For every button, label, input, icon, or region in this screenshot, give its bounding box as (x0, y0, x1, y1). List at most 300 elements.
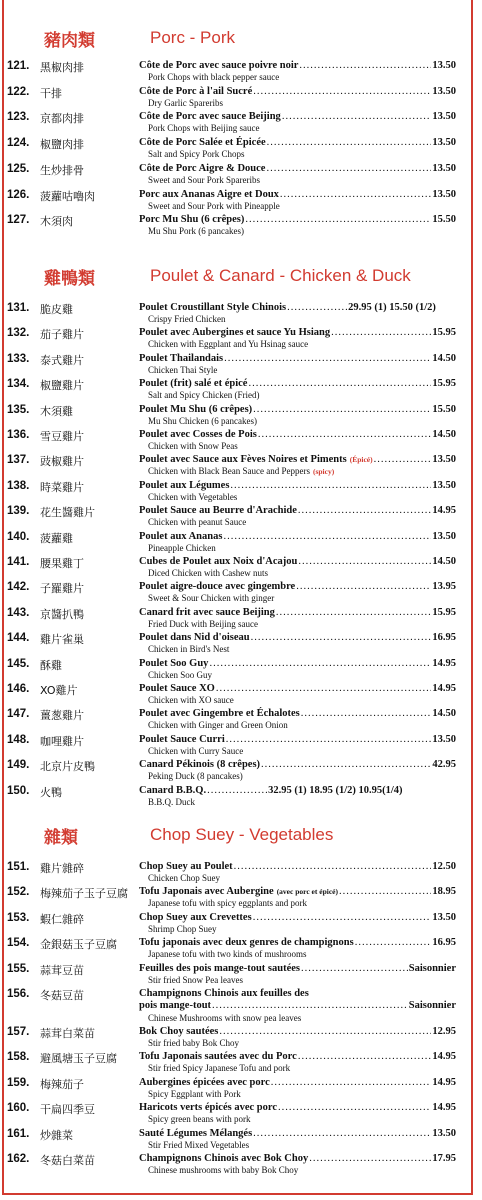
item-line (139, 759, 456, 770)
item-line (139, 556, 456, 567)
leader-dots (234, 861, 432, 872)
item-line (139, 404, 456, 415)
item-description-text: Chicken with Eggplant and Yu Hsinag sauce (148, 339, 309, 350)
item-description (148, 1089, 241, 1099)
leader-dots (298, 556, 431, 567)
item-price: 15.50 (432, 403, 456, 415)
item-price: 13.50 (432, 530, 456, 542)
item-description-text: Dry Garlic Spareribs (148, 97, 223, 108)
leader-dots (258, 429, 432, 440)
item-name: Poulet avec Sauce aux Fèves Noires et Piments (139, 454, 347, 466)
item-name: Canard frit avec sauce Beijing (139, 606, 275, 618)
item-number: 133. (7, 352, 30, 365)
item-name: Canard B.B.Q. (139, 784, 207, 796)
item-line (139, 60, 456, 71)
item-description-text: Mu Shu Chicken (6 pancakes) (148, 415, 257, 426)
leader-dots (301, 708, 432, 719)
item-description (148, 72, 279, 82)
item-name-chinese: 子羅雞片 (40, 582, 84, 596)
item-description-text: Chicken with Curry Sauce (148, 745, 244, 756)
item-price: 15.50 (432, 214, 456, 226)
item-price: 13.50 (432, 911, 456, 923)
item-number: 153. (7, 911, 30, 924)
section-title-chinese: 雞鴨類 (44, 269, 95, 289)
item-description (148, 339, 308, 349)
item-description-text: Chicken with Vegetables (148, 491, 238, 502)
item-line (139, 1051, 456, 1062)
item-description-text: Sweet and Sour Pork Spareribs (148, 174, 260, 185)
item-line (139, 302, 456, 313)
item-line (139, 607, 456, 618)
item-description (148, 1165, 298, 1175)
item-price: 29.95 (1) 15.50 (1/2) (348, 302, 436, 313)
item-price: 13.50 (432, 188, 456, 200)
item-name: Poulet (frit) salé et épicé (139, 378, 248, 390)
item-name-chinese: 咖哩雞片 (40, 734, 84, 748)
item-line (139, 963, 456, 974)
item-description (148, 670, 212, 680)
item-line (139, 137, 456, 148)
item-description-text: Chicken Soo Guy (148, 669, 212, 680)
leader-dots (216, 683, 432, 694)
item-description-text: Sweet and Sour Pork with Pineapple (148, 200, 280, 211)
item-name-continued: pois mange-tout (139, 1000, 212, 1011)
leader-dots (226, 734, 432, 745)
item-name: Bok Choy sautées (139, 1026, 219, 1037)
item-description-text: Salt and Spicy Chicken (Fried) (148, 390, 260, 401)
item-description (148, 492, 237, 502)
item-line-2 (139, 1000, 456, 1011)
item-name-chinese: 雞片雜碎 (40, 862, 84, 875)
item-price: 18.95 (432, 886, 456, 898)
item-name-chinese: 豉椒雞片 (40, 455, 84, 469)
section-title: Chop Suey - Vegetables (150, 825, 334, 844)
item-description-text: Chicken with XO sauce (148, 695, 234, 705)
item-price: 13.50 (432, 162, 456, 174)
item-price: 14.95 (432, 1051, 456, 1063)
item-description-text: Spicy green beans with pork (148, 1114, 251, 1125)
item-description-text: Peking Duck (8 pancakes) (148, 771, 243, 782)
item-description-text: Chicken Thai Style (148, 364, 218, 375)
item-number: 140. (7, 530, 30, 543)
item-number: 142. (7, 581, 30, 594)
item-number: 139. (7, 505, 30, 518)
item-price: Saisonnier (408, 962, 456, 974)
leader-dots (296, 581, 431, 592)
section-header (0, 26, 482, 54)
item-price: 16.95 (432, 937, 456, 949)
item-description (148, 1114, 250, 1124)
item-price: 16.95 (432, 632, 456, 644)
item-name: Poulet avec Aubergines et sauce Yu Hsiang (139, 327, 331, 339)
item-price: 15.95 (432, 606, 456, 618)
leader-dots (266, 163, 431, 174)
item-name: Côte de Porc à l'ail Sucré (139, 85, 253, 97)
item-line (139, 708, 456, 719)
item-number: 143. (7, 606, 30, 619)
item-number: 157. (7, 1026, 30, 1038)
item-name: Poulet aux Légumes (139, 479, 230, 491)
item-description-text: Chicken with peanut Sauce (148, 517, 247, 528)
item-description (148, 771, 243, 781)
item-line (139, 988, 456, 999)
item-number: 131. (7, 302, 30, 314)
leader-dots (287, 302, 347, 313)
item-name-chinese: 雪豆雞片 (40, 430, 84, 443)
item-name: Tofu Japonais avec Aubergine (139, 886, 274, 898)
item-description-text: Spicy Eggplant with Pork (148, 1088, 241, 1099)
item-description (148, 517, 246, 527)
leader-dots (301, 963, 408, 974)
item-number: 152. (7, 886, 30, 899)
item-name-chinese: 生炒排骨 (40, 163, 84, 177)
item-name: Poulet avec Cosses de Pois (139, 429, 257, 440)
item-number: 126. (7, 188, 30, 201)
leader-dots (309, 1153, 431, 1164)
item-number: 151. (7, 861, 30, 873)
item-description (148, 226, 244, 236)
item-line (139, 937, 456, 948)
leader-dots (224, 353, 431, 364)
item-name: Poulet Sauce Curri (139, 733, 225, 745)
item-description-text: Mu Shu Pork (6 pancakes) (148, 226, 244, 237)
item-description (148, 543, 216, 553)
item-name-chinese: 雞片雀巢 (40, 633, 84, 647)
item-line (139, 632, 456, 643)
item-description (148, 924, 217, 934)
item-description (148, 441, 238, 451)
item-description (148, 797, 195, 807)
item-description (148, 201, 280, 211)
leader-dots (219, 1026, 431, 1037)
leader-dots (253, 86, 431, 97)
item-description (148, 1038, 239, 1048)
leader-dots (280, 189, 431, 200)
item-name: Poulet aigre-douce avec gingembre (139, 581, 296, 593)
leader-dots (253, 1128, 431, 1139)
item-price: 13.50 (432, 60, 456, 71)
leader-dots (223, 531, 431, 542)
item-line (139, 429, 456, 440)
item-name: Champignons Chinois avec Bok Choy (139, 1153, 309, 1164)
item-number: 159. (7, 1076, 30, 1089)
item-number: 121. (7, 60, 30, 72)
item-price: 14.95 (432, 657, 456, 669)
item-price: 13.50 (432, 454, 456, 466)
item-name-chinese: 蒜茸豆苗 (40, 963, 84, 977)
section-header (0, 264, 482, 292)
item-number: 138. (7, 479, 30, 492)
item-price: 14.95 (432, 683, 456, 694)
item-number: 124. (7, 137, 30, 150)
leader-dots (245, 214, 431, 225)
item-name-chinese: 避風塘玉子豆腐 (40, 1052, 117, 1066)
item-name: Porc aux Ananas Aigre et Doux (139, 188, 279, 200)
item-description-text: Pineapple Chicken (148, 542, 216, 553)
item-name: Porc Mu Shu (6 crêpes) (139, 214, 245, 226)
item-description (148, 1013, 301, 1023)
item-line (139, 505, 456, 516)
item-name-chinese: 京都肉排 (40, 112, 84, 126)
spicy-tag: (spicy) (312, 467, 335, 477)
item-number: 134. (7, 378, 30, 391)
item-description (148, 949, 306, 959)
item-number: 144. (7, 632, 30, 645)
item-description-text: Stir fried baby Bok Choy (148, 1038, 239, 1048)
section-header (0, 823, 482, 851)
item-name: Poulet Sauce au Beurre d'Arachide (139, 505, 297, 517)
item-name-chinese: 北京片皮鴨 (40, 760, 95, 774)
item-description-text: Chicken in Bird's Nest (148, 644, 230, 655)
item-description (148, 593, 274, 603)
item-description (148, 314, 226, 324)
item-description (148, 619, 258, 629)
item-name-chinese: 脆皮雞 (40, 303, 73, 316)
item-line (139, 861, 456, 872)
item-number: 127. (7, 214, 30, 227)
item-line (139, 327, 456, 338)
item-description (148, 1140, 249, 1150)
item-price: 14.95 (432, 1102, 456, 1114)
item-name-chinese: 菠蘿咕嚕肉 (40, 189, 95, 203)
item-description-text: Stir fried Spicy Japanese Tofu and pork (148, 1063, 291, 1074)
item-description (148, 873, 220, 883)
leader-dots (298, 1051, 432, 1062)
item-name: Côte de Porc Aigre & Douce (139, 162, 266, 174)
item-name: Feuilles des pois mange-tout sautées (139, 962, 300, 974)
item-price: 32.95 (1) 18.95 (1/2) 10.95(1/4) (268, 784, 403, 796)
item-description-text: B.B.Q. Duck (148, 796, 195, 807)
item-price: 13.50 (432, 111, 456, 123)
item-price: Saisonnier (408, 1000, 456, 1011)
item-price: 14.50 (432, 708, 456, 720)
item-description-text: Japanese tofu with two kinds of mushrooms (148, 949, 307, 960)
item-description-text: Chicken with Snow Peas (148, 441, 238, 451)
spicy-tag: (Épicé) (349, 455, 373, 465)
leader-dots (230, 480, 431, 491)
item-name: Côte de Porc avec sauce poivre noir (139, 60, 299, 71)
item-description-text: Shrimp Chop Suey (148, 923, 217, 934)
item-name-chinese: 火鴨 (40, 785, 62, 799)
item-number: 145. (7, 657, 30, 670)
item-description (148, 466, 334, 476)
item-number: 141. (7, 556, 30, 568)
item-name: Chop Suey aux Crevettes (139, 911, 252, 923)
leader-dots (339, 886, 431, 897)
item-description-text: Crispy Fried Chicken (148, 314, 226, 324)
item-description-text: Stir fried Snow Pea leaves (148, 974, 243, 985)
item-number: 161. (7, 1127, 30, 1140)
item-description (148, 149, 245, 159)
item-number: 154. (7, 937, 30, 950)
item-name-chinese: 腰果雞丁 (40, 557, 84, 570)
item-name-chinese: XO雞片 (40, 684, 78, 697)
item-name: Poulet avec Gingembre et Échalotes (139, 708, 300, 720)
item-line (139, 1077, 456, 1088)
item-line (139, 658, 456, 669)
item-name-chinese: 梅辣茄子玉子豆腐 (40, 887, 128, 901)
item-number: 148. (7, 733, 30, 746)
item-price: 14.50 (432, 429, 456, 440)
item-name-chinese: 干排 (40, 86, 62, 100)
leader-dots (212, 1000, 408, 1011)
item-description (148, 1063, 290, 1073)
item-price: 42.95 (432, 759, 456, 771)
item-number: 146. (7, 683, 30, 695)
leader-dots (253, 404, 431, 415)
item-description-text: Pork Chops with black pepper sauce (148, 72, 280, 82)
item-name: Haricots verts épicés avec porc (139, 1102, 278, 1114)
item-description (148, 898, 307, 908)
item-description (148, 568, 268, 578)
item-description (148, 644, 229, 654)
item-name: Chop Suey au Poulet (139, 861, 233, 872)
item-name: Poulet Mu Shu (6 crêpes) (139, 403, 253, 415)
item-line (139, 683, 456, 694)
item-line (139, 1026, 456, 1037)
item-price: 13.50 (432, 479, 456, 491)
item-description (148, 720, 288, 730)
leader-dots (355, 937, 432, 948)
item-name-chinese: 時菜雞片 (40, 480, 84, 494)
item-name-chinese: 酥雞 (40, 658, 62, 672)
item-name: Poulet Soo Guy (139, 657, 209, 669)
item-number: 136. (7, 429, 30, 441)
item-name: Côte de Porc avec sauce Beijing (139, 111, 281, 123)
item-name: Sauté Légumes Mélangés (139, 1127, 253, 1139)
item-price: 13.50 (432, 733, 456, 745)
item-line (139, 1153, 456, 1164)
item-name: Côte de Porc Salée et Épicée (139, 137, 266, 149)
item-line (139, 480, 456, 491)
leader-dots (298, 505, 431, 516)
item-number: 162. (7, 1153, 30, 1165)
item-description-text: Chicken Chop Suey (148, 873, 220, 883)
item-name-chinese: 茄子雞片 (40, 328, 84, 342)
item-name: Tofu Japonais sautées avec du Porc (139, 1051, 297, 1063)
item-number: 149. (7, 759, 30, 772)
item-name: Poulet dans Nid d'oiseau (139, 632, 250, 644)
item-description-text: Japanese tofu with spicy eggplants and pork (148, 898, 307, 909)
item-price: 17.95 (432, 1153, 456, 1164)
item-line (139, 1128, 456, 1139)
item-name-chinese: 花生醬雞片 (40, 506, 95, 520)
item-line (139, 163, 456, 174)
leader-dots (282, 111, 432, 122)
item-name: Poulet Sauce XO (139, 683, 215, 694)
item-description (148, 390, 259, 400)
leader-dots (209, 658, 431, 669)
section-title: Poulet & Canard - Chicken & Duck (150, 266, 411, 285)
item-price: 13.50 (432, 137, 456, 149)
section-title-chinese: 豬肉類 (44, 31, 95, 51)
item-price: 15.95 (432, 327, 456, 339)
section-title: Porc - Pork (150, 28, 236, 47)
item-name-chinese: 干扁四季豆 (40, 1103, 95, 1117)
item-number: 160. (7, 1102, 30, 1115)
item-number: 158. (7, 1051, 30, 1064)
item-line (139, 886, 456, 897)
item-description-text: Salt and Spicy Pork Chops (148, 149, 245, 160)
item-number: 137. (7, 454, 30, 467)
leader-dots (278, 1102, 431, 1113)
section-title-chinese: 雜類 (44, 828, 78, 848)
item-price: 14.95 (432, 505, 456, 517)
item-description-text: Chicken with Ginger and Green Onion (148, 720, 288, 731)
item-number: 150. (7, 784, 30, 797)
item-description (148, 175, 260, 185)
item-number: 132. (7, 327, 30, 340)
item-name-chinese: 蒜茸白菜苗 (40, 1027, 95, 1040)
leader-dots (271, 1077, 432, 1088)
item-number: 123. (7, 111, 30, 124)
item-name-chinese: 木須雞 (40, 404, 73, 418)
item-name: Aubergines épicées avec porc (139, 1076, 270, 1088)
item-number: 147. (7, 708, 30, 721)
item-description-text: Sweet & Sour Chicken with ginger (148, 593, 275, 604)
item-name-chinese: 炒雜菜 (40, 1128, 73, 1142)
item-name: Poulet Croustillant Style Chinois (139, 302, 287, 313)
item-note: (avec porc et épicé) (276, 887, 338, 897)
item-line (139, 1102, 456, 1113)
item-name-chinese: 薑葱雞片 (40, 709, 84, 723)
item-name: Tofu japonais avec deux genres de champignons (139, 937, 354, 949)
item-price: 13.50 (432, 1127, 456, 1139)
item-number: 122. (7, 85, 30, 98)
leader-dots (267, 137, 432, 148)
item-line (139, 912, 456, 923)
item-name-chinese: 金銀菇玉子豆腐 (40, 938, 117, 952)
item-price: 14.50 (432, 352, 456, 364)
item-number: 135. (7, 403, 30, 416)
item-number: 125. (7, 162, 30, 175)
item-description (148, 975, 243, 985)
leader-dots (331, 327, 431, 338)
leader-dots (207, 785, 267, 796)
item-description-text: Fried Duck with Beijing sauce (148, 618, 258, 629)
leader-dots (261, 759, 431, 770)
item-name-chinese: 黑椒肉排 (40, 61, 84, 74)
item-description-text: Stir Fried Mixed Vegetables (148, 1139, 250, 1150)
item-price: 14.95 (432, 1076, 456, 1088)
item-name: Champignons Chinois aux feuilles des (139, 988, 309, 999)
leader-dots (299, 60, 431, 71)
item-name-chinese: 梅辣茄子 (40, 1077, 84, 1091)
item-description (148, 746, 243, 756)
item-line (139, 86, 456, 97)
item-name-chinese: 冬菇白菜苗 (40, 1154, 95, 1167)
item-line (139, 378, 456, 389)
item-name-chinese: 椒鹽雞片 (40, 379, 84, 393)
item-line (139, 111, 456, 122)
item-description-text: Diced Chicken with Cashew nuts (148, 568, 268, 578)
item-number: 156. (7, 988, 30, 1000)
item-price: 12.50 (432, 861, 456, 872)
item-name: Cubes de Poulet aux Noix d'Acajou (139, 556, 298, 567)
item-line (139, 214, 456, 225)
item-name: Poulet Thailandais (139, 352, 224, 364)
item-line (139, 581, 456, 592)
item-name-chinese: 泰式雞片 (40, 353, 84, 367)
leader-dots (374, 454, 432, 465)
item-price: 13.95 (432, 581, 456, 593)
leader-dots (251, 632, 432, 643)
item-description-text: Pork Chops with Beijing sauce (148, 123, 260, 134)
item-line (139, 785, 456, 796)
item-name-chinese: 京醬扒鴨 (40, 607, 84, 621)
item-name: Canard Pékinois (8 crêpes) (139, 759, 261, 771)
item-description (148, 416, 257, 426)
